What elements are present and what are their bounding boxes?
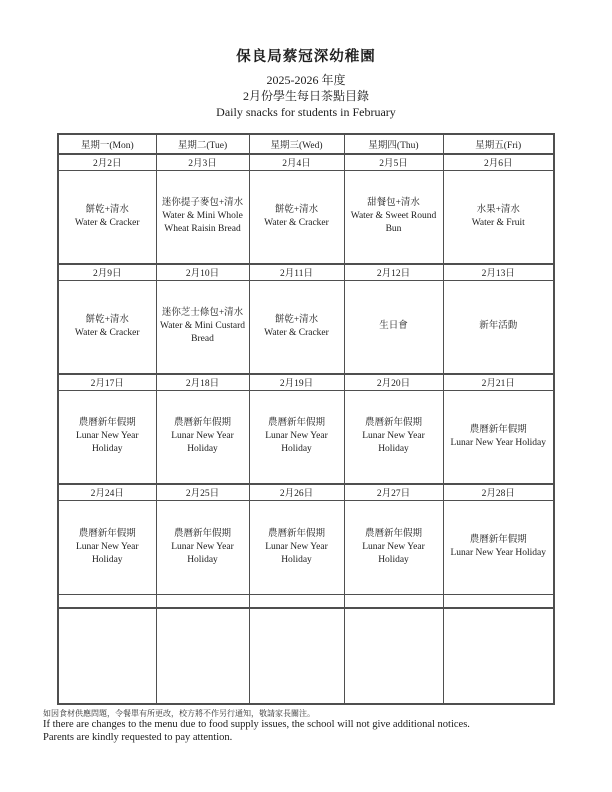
snack-text-en: Lunar New Year Holiday [362,541,425,565]
snack-text-en: Lunar New Year Holiday [450,548,546,558]
snack-text-zh: 迷你提子麥包+清水 [161,198,244,209]
snack-cell [443,608,554,704]
menu-title-english: Daily snacks for students in February [216,105,396,119]
snack-text-zh: 迷你芝士條包+清水 [161,308,244,319]
date-cell: 2月6日 [443,154,554,170]
snack-text-zh: 餅乾+清水 [274,314,319,325]
snack-cell [58,608,156,704]
date-cell [443,594,554,608]
snack-text-en: Water & Cracker [74,217,140,228]
snack-cell [344,170,443,264]
snack-text-zh: 農曆新年假期 [364,528,422,539]
snack-text-zh: 農曆新年假期 [173,528,231,539]
weekday-header-cell: 星期一(Mon) [58,134,156,154]
snack-cell [443,280,554,374]
snack-cell [249,170,344,264]
snack-cell [249,608,344,704]
snack-cell [443,170,554,264]
snack-cell [156,280,249,374]
date-cell: 2月11日 [249,264,344,280]
snack-cell [156,608,249,704]
snack-text-en: Lunar New Year Holiday [265,541,328,565]
date-cell: 2月4日 [249,154,344,170]
snack-cell [443,500,554,594]
snack-text-zh: 農曆新年假期 [173,418,231,429]
snack-text-zh: 水果+清水 [476,204,520,215]
snack-cell [58,280,156,374]
snack-text-zh: 農曆新年假期 [469,424,527,435]
snack-text-en: Lunar New Year Holiday [75,541,139,565]
school-year: 2025-2026 年度 [266,73,346,87]
snack-text-zh: 餅乾+清水 [85,204,129,215]
date-cell: 2月18日 [156,374,249,390]
snack-cell [156,170,249,264]
snack-text-en: Lunar New Year Holiday [75,431,139,455]
date-cell: 2月28日 [443,484,554,500]
snack-text-zh: 生日會 [379,321,408,332]
snack-cell [58,170,156,264]
week-5-date-row [58,594,554,608]
week-2-snack-row [58,280,554,374]
footnote-chinese: 如因食材供應問題，令餐單有所更改，校方將不作另行通知，敬請家長關注。 [43,709,315,718]
menu-table-body [58,154,554,704]
snack-text-zh: 農曆新年假期 [267,418,325,429]
week-3-snack-row [58,390,554,484]
snack-text-en: Lunar New Year Holiday [362,431,425,455]
weekday-header-row [58,134,554,154]
date-cell: 2月9日 [58,264,156,280]
week-4-date-row [58,484,554,500]
snack-cell [344,500,443,594]
snack-cell [443,390,554,484]
snack-cell [344,608,443,704]
date-cell: 2月26日 [249,484,344,500]
snack-cell [156,390,249,484]
date-cell [58,594,156,608]
date-cell: 2月3日 [156,154,249,170]
snack-cell [249,500,344,594]
date-cell: 2月17日 [58,374,156,390]
snack-text-zh: 餅乾+清水 [85,314,129,325]
date-cell: 2月12日 [344,264,443,280]
snack-text-zh: 農曆新年假期 [78,528,136,539]
weekday-header-cell: 星期四(Thu) [344,134,443,154]
snack-cell [344,280,443,374]
snack-text-en: Water & Mini Whole Wheat Raisin Bread [162,211,243,235]
week-3-date-row [58,374,554,390]
footnote-english-line2: Parents are kindly requested to pay attention. [43,731,233,743]
date-cell [249,594,344,608]
snack-text-zh: 農曆新年假期 [267,528,325,539]
date-cell: 2月21日 [443,374,554,390]
footnote-english-line1: If there are changes to the menu due to food supply issues, the school will not give additional notices. [43,719,470,730]
snack-cell [249,390,344,484]
week-5-snack-row [58,608,554,704]
document-header [0,0,612,119]
week-2-date-row [58,264,554,280]
snack-text-en: Water & Cracker [74,327,140,338]
snack-text-en: Water & Cracker [264,217,329,228]
snack-text-en: Water & Sweet Round Bun [350,211,437,235]
week-4-snack-row [58,500,554,594]
snack-text-en: Lunar New Year Holiday [171,541,234,565]
date-cell: 2月5日 [344,154,443,170]
date-cell: 2月27日 [344,484,443,500]
snack-text-en: Lunar New Year Holiday [450,437,546,448]
snack-text-zh: 新年活動 [479,321,518,332]
school-name: 保良局蔡冠深幼稚園 [236,49,376,65]
date-cell: 2月20日 [344,374,443,390]
snack-text-zh: 餅乾+清水 [274,204,319,215]
snack-text-zh: 甜餐包+清水 [367,198,420,209]
document-footer [43,708,612,744]
snack-text-zh: 農曆新年假期 [469,535,527,545]
week-1-date-row [58,154,554,170]
snack-cell [58,390,156,484]
snack-cell [58,500,156,594]
date-cell: 2月10日 [156,264,249,280]
snack-text-zh: 農曆新年假期 [78,418,136,429]
snack-text-en: Water & Mini Custard Bread [160,321,245,345]
weekday-header-cell: 星期五(Fri) [443,134,554,154]
weekday-header-cell: 星期三(Wed) [249,134,344,154]
week-1-snack-row [58,170,554,264]
snack-cell [344,390,443,484]
date-cell: 2月24日 [58,484,156,500]
snack-text-en: Lunar New Year Holiday [171,431,234,455]
date-cell: 2月25日 [156,484,249,500]
snack-cell [249,280,344,374]
snack-text-en: Water & Fruit [471,217,525,228]
date-cell [156,594,249,608]
snack-cell [156,500,249,594]
date-cell: 2月13日 [443,264,554,280]
snack-text-en: Lunar New Year Holiday [265,431,328,455]
snack-text-zh: 農曆新年假期 [364,418,422,429]
menu-title-chinese: 2月份學生每日茶點目錄 [242,89,369,103]
snack-text-en: Water & Cracker [264,327,329,338]
date-cell: 2月2日 [58,154,156,170]
snack-menu-table [57,133,555,705]
date-cell: 2月19日 [249,374,344,390]
date-cell [344,594,443,608]
weekday-header-cell: 星期二(Tue) [156,134,249,154]
